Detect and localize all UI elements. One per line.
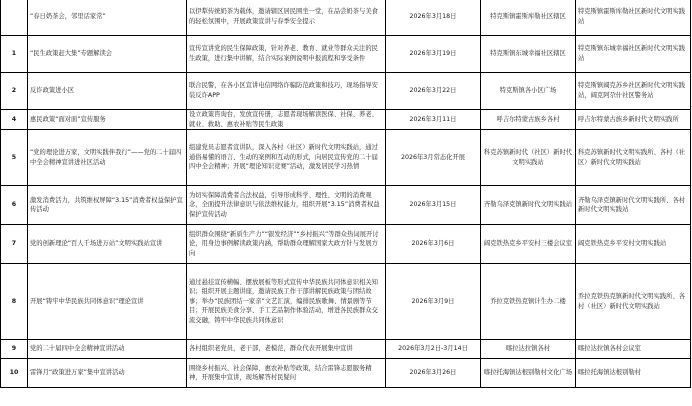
row-number: 8 bbox=[1, 264, 28, 340]
activity-organizer: 阔克铁热克乡平安村文明实践站 bbox=[576, 225, 691, 264]
activity-organizer: 科克苏镇新时代文明实践所、各村（社区）新时代文明实践站 bbox=[576, 130, 691, 186]
activity-place: 喀拉托海镇达根别勒村文化广场 bbox=[481, 359, 576, 388]
activity-place: 特克斯镇霍斯库勒社区辖区 bbox=[481, 0, 576, 36]
row-number bbox=[1, 0, 28, 36]
activity-date: 2026年3月2日-3月14日 bbox=[386, 340, 481, 359]
activity-place: 特克斯镇各小区广场 bbox=[481, 73, 576, 110]
activity-content: 通过悬挂宣传横幅、摆放展板等形式宣传中华民族共同体意识相关知识；组织开展主题讲座，邀请民族工作干部讲解民族政策与团结故事；举办“民族团结一家亲”文艺汇演，编排民族歌舞、情景剧等节目；开展民族美食分享、手工艺品制作体验活动，增进各民族群众交流交融，铸牢中华民族共同体意识 bbox=[187, 264, 386, 340]
table-row bbox=[1, 340, 691, 359]
activity-organizer: 特克斯镇东城幸福社区新时代文明实践站 bbox=[576, 36, 691, 73]
activity-place: 乔拉克铁热克镇计生办二楼 bbox=[481, 264, 576, 340]
activity-place: 呼吉尔特蒙古族乡各村 bbox=[481, 110, 576, 130]
activity-place: 喀拉达拉镇各村 bbox=[481, 340, 576, 359]
activity-date: 2026年3月11日 bbox=[386, 110, 481, 130]
activity-organizer: 喀拉达拉镇各村会议室 bbox=[576, 340, 691, 359]
activity-content: 围绕乡村振兴、社会保障、惠农补贴等政策，结合雷锋志愿服务精神，开展集中宣讲，现场解答村民疑问 bbox=[187, 359, 386, 388]
table-row bbox=[1, 130, 691, 186]
activity-organizer: 呼吉尔特蒙古族乡新时代文明实践所 bbox=[576, 110, 691, 130]
activity-content: 组织群众围绕“新质生产力”“银发经济”“乡村振兴”等群众热词展开讨论，用身边事例解读政策内涵，帮助群众理解国家大政方针与发展方向 bbox=[187, 225, 386, 264]
row-number: 9 bbox=[1, 340, 28, 359]
row-number: 6 bbox=[1, 186, 28, 225]
table-row bbox=[1, 264, 691, 340]
table-row bbox=[1, 73, 691, 110]
activity-name: 党的二十届四中全会精神宣讲活动 bbox=[28, 340, 187, 359]
row-number: 5 bbox=[1, 130, 28, 186]
activity-content: 宣传宣讲党的民生保障政策，针对养老、教育、就业等群众关注的民生政策，进行集中讲解，结合实际案例说明申报流程和享受条件 bbox=[187, 36, 386, 73]
activity-date: 2026年3月19日 bbox=[386, 36, 481, 73]
activity-content: 以伊犁传统奶茶为载体，邀请辖区居民围坐一堂，在品尝奶茶与美食的轻松氛围中，开展政策宣讲与春季安全提示 bbox=[187, 0, 386, 36]
row-number: 4 bbox=[1, 110, 28, 130]
activity-date: 2026年3月18日 bbox=[386, 0, 481, 36]
row-number: 2 bbox=[1, 73, 28, 110]
table-row bbox=[1, 225, 691, 264]
table-row bbox=[1, 0, 691, 36]
activity-name: 党的创新理论“百人千场进万站”文明实践站宣讲 bbox=[28, 225, 187, 264]
activity-place: 特克斯镇东城幸福社区辖区 bbox=[481, 36, 576, 73]
activity-date: 2026年3月26日 bbox=[386, 359, 481, 388]
activity-content: 为切实保障消费者合法权益，引导形成科学、理性、文明的消费观念，全面提升法律意识与依法维权能力，组织开展“3.15”消费者权益保护宣传活动 bbox=[187, 186, 386, 225]
table-row bbox=[1, 186, 691, 225]
activity-content: 各村组织老党员，老干部，老模范，群众代表开展集中宣讲 bbox=[187, 340, 386, 359]
activity-place: 齐勒乌泽克镇新时代文明实践站 bbox=[481, 186, 576, 225]
activity-date: 2026年3月22日 bbox=[386, 73, 481, 110]
row-number: 7 bbox=[1, 225, 28, 264]
activity-content: 联合民警，在各小区宣讲电信网络诈骗防范政策和技巧，现场指导安装反诈APP bbox=[187, 73, 386, 110]
activity-date: 2026年3月常态化开展 bbox=[386, 130, 481, 186]
activity-organizer: 乔拉克铁热克镇新时代文明实践所、各村（社区）新时代文明实践站 bbox=[576, 264, 691, 340]
activity-content: 组建党员志愿者宣讲队，深入各村（社区）新时代文明实践站，通过通俗易懂的语言、生动的案例和互动的形式，向居民宣传党的二十届四中全会精神；开展“理论知识竞赛”活动，激发居民学习热情 bbox=[187, 130, 386, 186]
row-number: 10 bbox=[1, 359, 28, 388]
activity-name: “春日奶茶会，邻里话家常” bbox=[28, 0, 187, 36]
activity-name: 反诈政策进小区 bbox=[28, 73, 187, 110]
activity-name: “民生政策赶大集”专题解读会 bbox=[28, 36, 187, 73]
activity-place: 科克苏镇新时代（社区）新时代文明实践站 bbox=[481, 130, 576, 186]
activity-name: 雷锋月“政策进万家”集中宣讲活动 bbox=[28, 359, 187, 388]
activity-date: 2026年3月9日 bbox=[386, 264, 481, 340]
activity-place: 阔克铁热克乡平安村三楼会议室 bbox=[481, 225, 576, 264]
activity-name: 激发消费活力，共筑维权屏障“3.15”消费者权益保护宣传活动 bbox=[28, 186, 187, 225]
activity-organizer: 喀拉托海镇达根别勒村 bbox=[576, 359, 691, 388]
activity-content: 设立政策咨询台，发放宣传册，志愿者现场解读医保、社保、养老、就业、救助、惠农补贴等民生政策 bbox=[187, 110, 386, 130]
table-row bbox=[1, 359, 691, 388]
row-number: 1 bbox=[1, 36, 28, 73]
activity-organizer: 齐勒乌泽克镇新时代文明实践所、各村新时代文明实践站 bbox=[576, 186, 691, 225]
activity-organizer: 特克斯镇阔克苏乡社区新时代文明实践站，阔克阿尕什社区警务站 bbox=[576, 73, 691, 110]
activity-date: 2026年3月15日 bbox=[386, 186, 481, 225]
activity-name: 开展“铸牢中华民族共同体意识”理论宣讲 bbox=[28, 264, 187, 340]
activity-date: 2026年3月6日 bbox=[386, 225, 481, 264]
activity-organizer: 特克斯镇霍斯库勒社区新时代文明实践站 bbox=[576, 0, 691, 36]
table-row bbox=[1, 36, 691, 73]
activity-name: 惠民政策“面对面”宣传服务 bbox=[28, 110, 187, 130]
table-row bbox=[1, 110, 691, 130]
activity-name: “党的理论进万家，文明实践伴我行”——党的二十届四中全会精神宣讲进社区活动 bbox=[28, 130, 187, 186]
